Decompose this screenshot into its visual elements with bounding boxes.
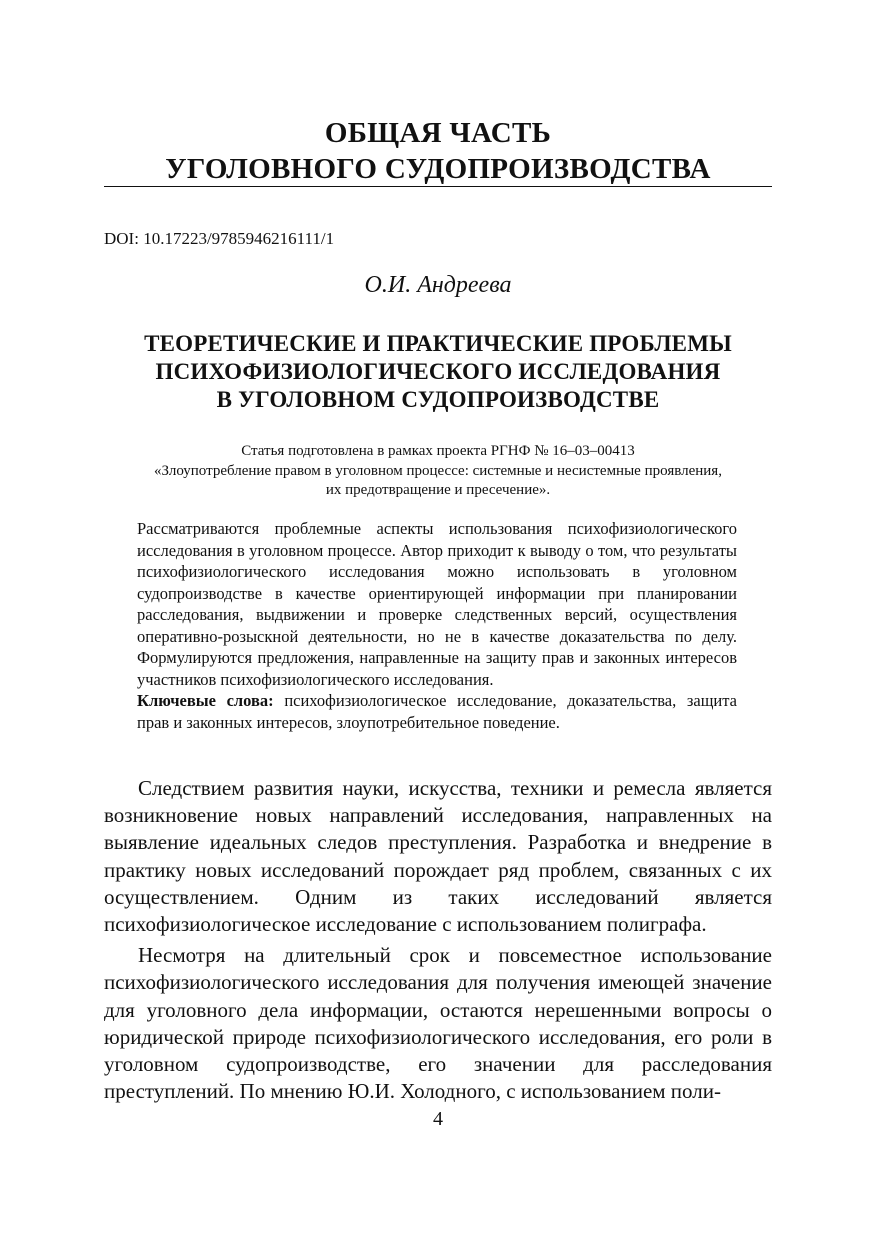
article-title-line-2: ПСИХОФИЗИОЛОГИЧЕСКОГО ИССЛЕДОВАНИЯ (155, 359, 721, 384)
section-divider (104, 186, 772, 187)
keywords-list: психофизиологическое исследование, доказательства, защита прав и законных интересов, злоупотребительное поведение. (137, 691, 737, 732)
article-title-line-3: В УГОЛОВНОМ СУДОПРОИЗВОДСТВЕ (216, 387, 660, 412)
abstract-text: Рассматриваются проблемные аспекты использования психофизиологического исследования в уголовном процессе. Автор приходит к выводу о том, что результаты психофизиологического исследования можно использовать в уголовном судопроизводстве в качестве ориентирующей информации при планировании расследования, выдвижении и проверке следственных версий, осуществления оперативно-розыскной деятельности, но не в качестве доказательства по делу. Формулируются предложения, направленные на защиту прав и законных интересов участников психофизиологического исследования. (137, 519, 737, 689)
keywords (137, 690, 737, 733)
body-paragraph-2: Несмотря на длительный срок и повсеместное использование психофизиологического исследования для получения имеющей значение для уголовного дела информации, остаются нерешенными вопросы о юридической природе психофизиологического исследования, его роли в уголовном судопроизводстве, его значении для расследования преступлений. По мнению Ю.И. Холодного, с использованием поли- (104, 943, 772, 1104)
funding-line-3: их предотвращение и пресечение». (325, 482, 551, 498)
doi: DOI: 10.17223/9785946216111/1 (104, 229, 335, 248)
article-title (104, 330, 772, 414)
section-title-line-2: УГОЛОВНОГО СУДОПРОИЗВОДСТВА (165, 153, 711, 185)
author: О.И. Андреева (364, 272, 512, 298)
body-paragraph-1: Следствием развития науки, искусства, техники и ремесла является возникновение новых направлений исследования, направленных на выявление идеальных следов преступления. Разработка и внедрение в практику новых исследований порождает ряд проблем, связанных с их осуществлением. Одним из таких исследований является психофизиологическое исследование с использованием полиграфа. (104, 776, 772, 937)
funding-note (104, 442, 772, 501)
page-number: 4 (433, 1108, 443, 1130)
abstract (137, 518, 737, 733)
keywords-label: Ключевые слова: (137, 691, 274, 710)
article-body (104, 775, 772, 1109)
section-title (104, 115, 772, 187)
funding-line-2: «Злоупотребление правом в уголовном процессе: системные и несистемные проявления, (154, 462, 722, 479)
funding-line-1: Статья подготовлена в рамках проекта РГНФ № 16–03–00413 (241, 443, 635, 459)
section-title-line-1: ОБЩАЯ ЧАСТЬ (324, 117, 552, 149)
article-title-line-1: ТЕОРЕТИЧЕСКИЕ И ПРАКТИЧЕСКИЕ ПРОБЛЕМЫ (144, 331, 732, 356)
